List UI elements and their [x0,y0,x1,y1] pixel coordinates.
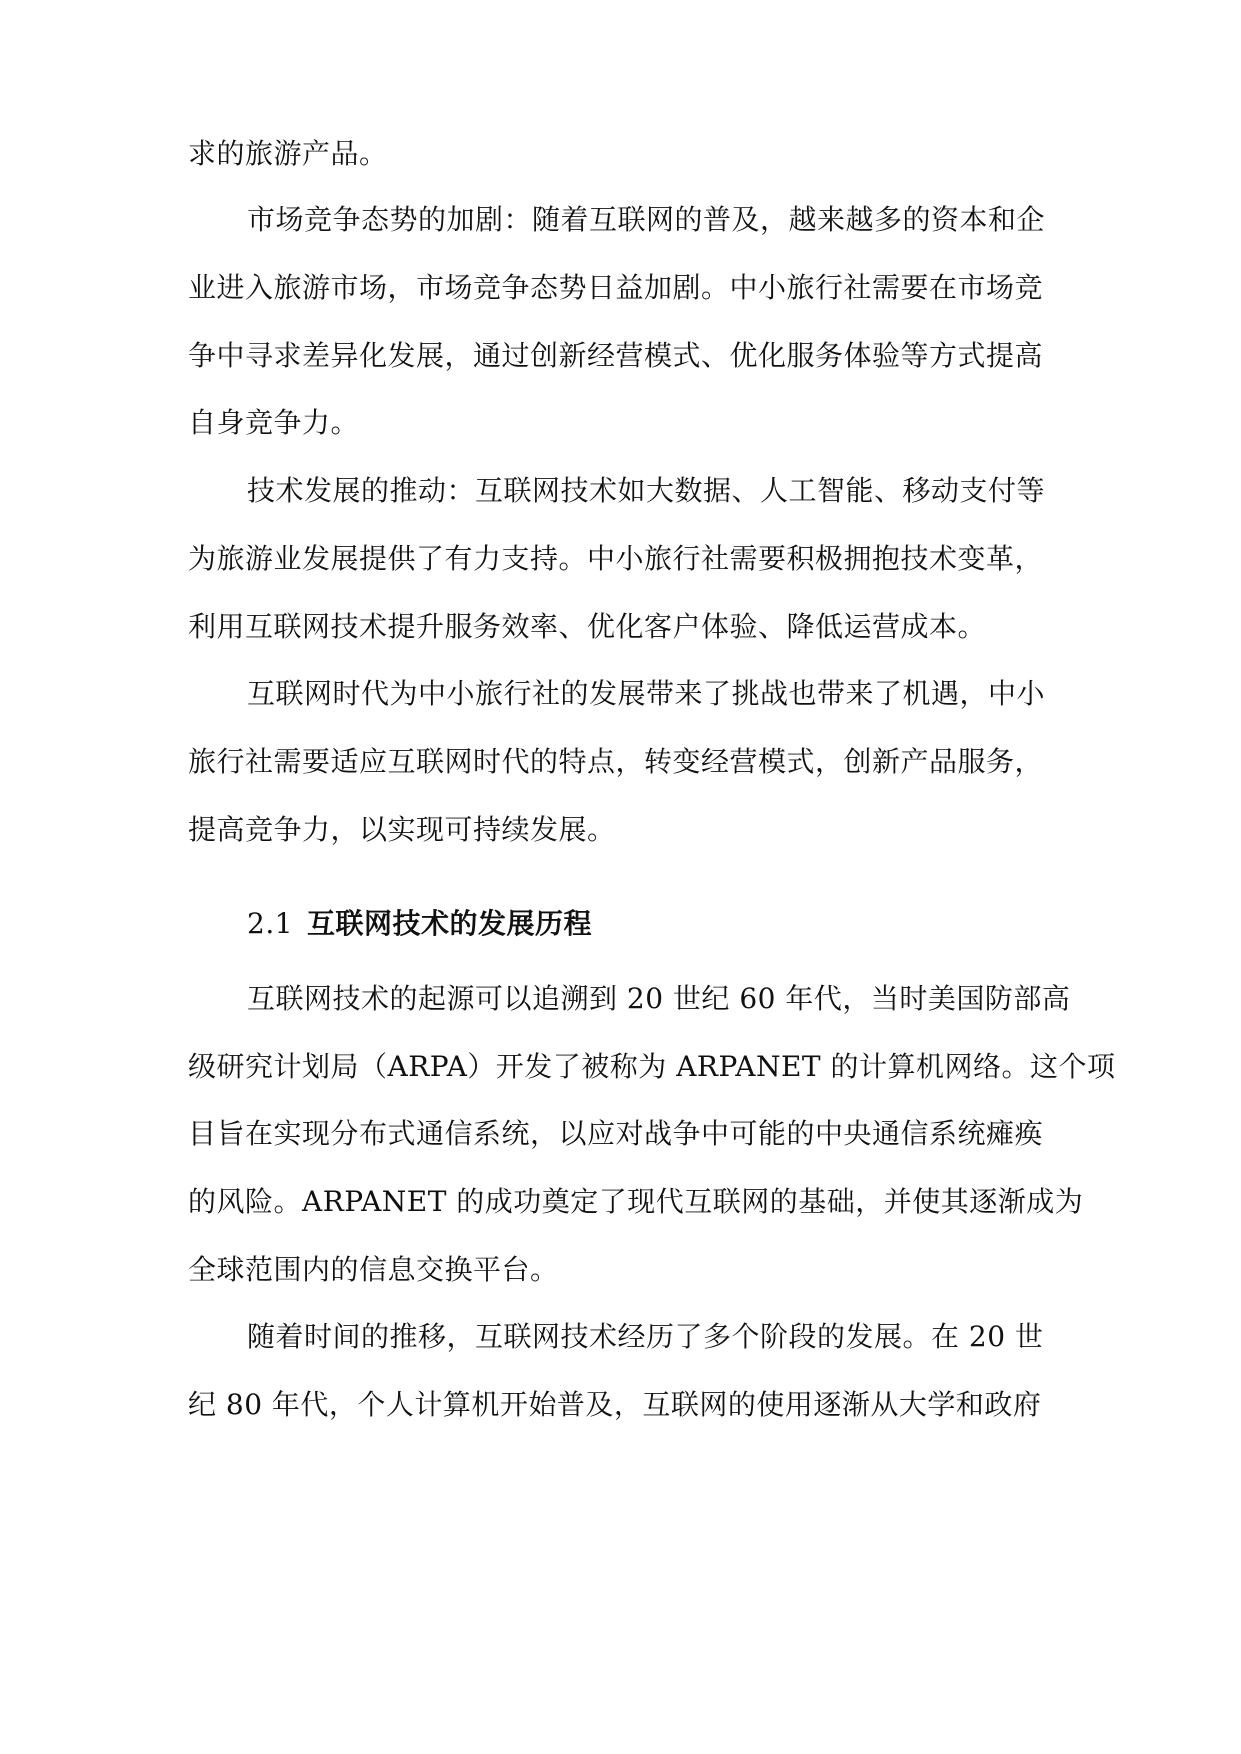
body-text [188,0,1116,1754]
paragraph-line: 纪 80 年代，个人计算机开始普及，互联网的使用逐渐从大学和政府 [188,1388,1042,1421]
paragraph-line: 目旨在实现分布式通信系统，以应对战争中可能的中央通信系统瘫痪 [188,1117,1044,1150]
paragraph-line: 市场竞争态势的加剧：随着互联网的普及，越来越多的资本和企 [247,203,1046,236]
paragraph-line: 互联网时代为中小旅行社的发展带来了挑战也带来了机遇，中小 [247,677,1046,710]
paragraph-line: 的风险。ARPANET 的成功奠定了现代互联网的基础，并使其逐渐成为 [188,1185,1084,1218]
paragraph-line: 级研究计划局（ARPA）开发了被称为 ARPANET 的计算机网络。这个项 [188,1050,1116,1083]
section-heading [247,906,592,942]
paragraph-line: 随着时间的推移，互联网技术经历了多个阶段的发展。在 20 世 [247,1320,1044,1353]
paragraph-line: 争中寻求差异化发展，通过创新经营模式、优化服务体验等方式提高 [188,339,1044,372]
paragraph-line: 为旅游业发展提供了有力支持。中小旅行社需要积极拥抱技术变革， [188,542,1044,575]
paragraph-line: 旅行社需要适应互联网时代的特点，转变经营模式，创新产品服务， [188,745,1044,778]
paragraph-line: 利用互联网技术提升服务效率、优化客户体验、降低运营成本。 [188,610,987,643]
paragraph-line: 提高竞争力，以实现可持续发展。 [188,813,616,846]
paragraph-line: 自身竞争力。 [188,406,360,439]
paragraph-line: 业进入旅游市场，市场竞争态势日益加剧。中小旅行社需要在市场竞 [188,271,1044,304]
paragraph-line: 求的旅游产品。 [188,137,388,170]
section-number: 2.1 [247,907,294,940]
paragraph-line: 互联网技术的起源可以追溯到 20 世纪 60 年代，当时美国防部高 [247,982,1071,1015]
paragraph-line: 全球范围内的信息交换平台。 [188,1253,559,1286]
paragraph-line: 技术发展的推动：互联网技术如大数据、人工智能、移动支付等 [247,474,1046,507]
section-title: 互联网技术的发展历程 [307,907,593,940]
